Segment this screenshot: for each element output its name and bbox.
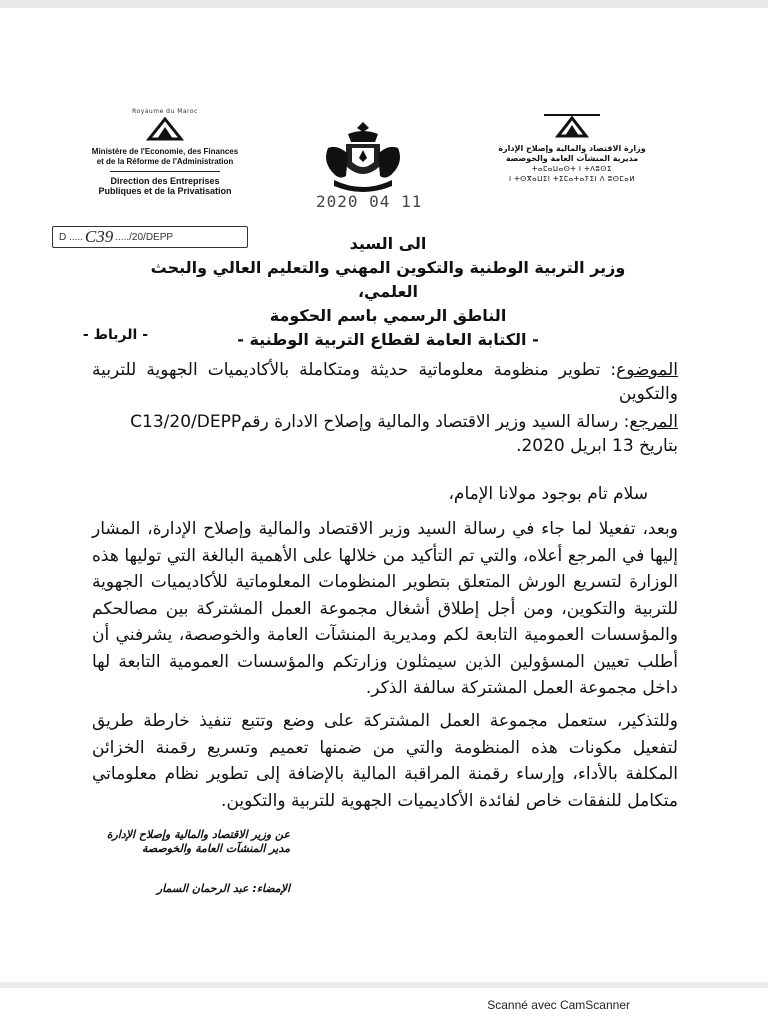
body-paragraph-2: وللتذكير، ستعمل مجموعة العمل المشتركة على وضع وتتبع تنفيذ خارطة طريق لتفعيل مكونات هذه المنظومة والتي من ضمنها تعميم وتسريع رقمنة الخزائن المكلفة بالأداء، وإرساء رقمنة المراقبة المالية بالإضافة إلى تطوير نظام معلوماتي متكامل للنفقات خاص لفائدة الأكاديميات الجهوية للتربية والتكوين.: [92, 711, 678, 811]
ref-handwritten: C39: [84, 227, 114, 246]
royal-crest-icon: [318, 118, 408, 198]
addressee-block: [128, 232, 648, 352]
ref-prefix: D .....: [59, 231, 83, 243]
header-right: [472, 110, 672, 184]
addressee-line1: وزير التربية الوطنية والتكوين المهني والتعليم العالي والبحث العلمي،: [150, 258, 626, 301]
reference-date: بتاريخ 13 ابريل 2020.: [516, 436, 678, 456]
scanner-watermark: Scanné avec CamScanner: [487, 998, 630, 1012]
signatory-name: الإمضاء: عبد الرحمان السمار: [156, 882, 290, 895]
reference-text: : رسالة السيد وزير الاقتصاد والمالية وإصلاح الادارة رقم: [241, 412, 630, 432]
header-left: [70, 108, 260, 196]
subject-line: [92, 358, 678, 406]
date-stamp: 2020 ⁠04 11: [316, 192, 423, 211]
ref-suffix: ...../20/DEPP: [115, 231, 174, 243]
header-divider: [110, 171, 220, 172]
reference-code: C13/20/DEPP: [130, 412, 242, 432]
ministry-logo-icon: [542, 110, 602, 138]
subject-label: الموضوع: [616, 360, 678, 380]
city: - الرباط -: [82, 327, 148, 343]
tifinagh-line2: ⵏ ⵜⵙⴳⴰⵡⵉⵏ ⵜⵉⵎⴰⵜⴰⵢⵉⵏ ⴷ ⵓⵙⵎⴰⵍ: [508, 175, 636, 183]
ministry-name-fr: Ministère de l'Economie, des Finances et de la Réforme de l'Administration: [91, 147, 239, 166]
signature-line1: عن وزير الاقتصاد والمالية وإصلاح الإدارة: [106, 828, 290, 841]
subject-text: : تطوير منظومة معلوماتية حديثة ومتكاملة بالأكاديميات الجهوية للتربية والتكوين: [92, 360, 678, 404]
greeting: سلام تام بوجود مولانا الإمام،: [448, 484, 648, 504]
addressee-line3: - الكتابة العامة لقطاع التربية الوطنية -: [237, 330, 539, 349]
direction-name-fr: Direction des Entreprises Publiques et de la Privatisation: [98, 176, 232, 196]
ministry-logo-icon: [145, 117, 185, 141]
tifinagh-line1: ⵜⴰⵎⴰⵡⴰⵙⵜ ⵏ ⵜⴷⵓⵙⵉ: [532, 165, 612, 173]
body-paragraph-1: وبعد، تفعيلا لما جاء في رسالة السيد وزير الاقتصاد والمالية وإصلاح الإدارة، المشار إليها في المرجع أعلاه، والتي تم التأكيد من خلالها على الأهمية البالغة التي توليها هذه الوزارة لتسريع الورش المتعلق بتطوير المنظومات المعلوماتية للأكاديميات الجهوية للتربية والتكوين، ومن أجل إطلاق أشغال مجموعة العمل المشتركة بين مصالحكم والمؤسسات العمومية التابعة لكم ومديرية المنشآت العامة والخوصصة، يشرفني أن أطلب تعيين المسؤولين الذين سيمثلون وزارتكم والمؤسسات العمومية التابعة لها داخل مجموعة العمل المشتركة سالفة الذكر.: [92, 519, 678, 698]
kingdom-label: Royaume du Maroc: [132, 108, 198, 115]
direction-name-ar: مديرية المنشآت العامة والخوصصة: [505, 154, 639, 163]
signature-block: [80, 828, 290, 895]
addressee-to: الى السيد: [349, 234, 427, 253]
ministry-name-ar: وزارة الاقتصاد والمالية وإصلاح الإدارة: [498, 144, 646, 153]
scan-top-edge: [0, 0, 768, 8]
signature-line2: مدير المنشآت العامة والخوصصة: [141, 842, 290, 855]
reference-line: [92, 410, 678, 458]
addressee-line2: الناطق الرسمي باسم الحكومة: [269, 306, 507, 325]
reference-label: المرجع: [629, 412, 678, 432]
scan-bottom-edge: [0, 982, 768, 988]
